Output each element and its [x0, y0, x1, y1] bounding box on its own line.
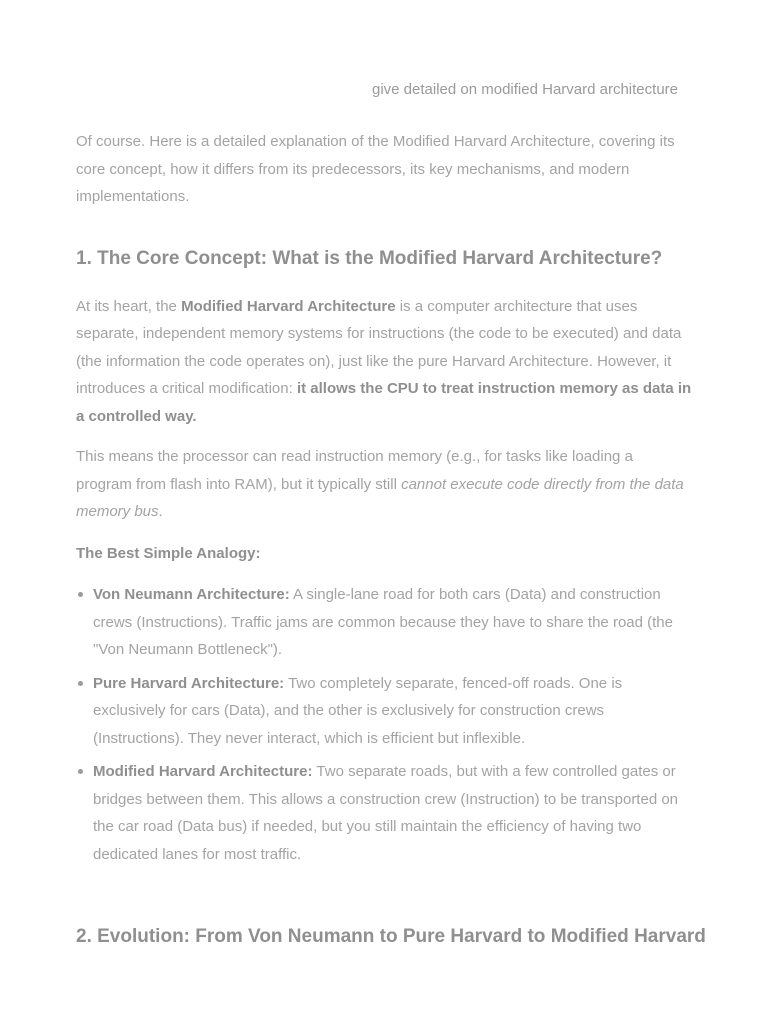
- italic-statement: cannot execute code directly from the data memory bus: [76, 475, 684, 520]
- bullet-icon: [78, 681, 83, 686]
- analogy-list: [76, 581, 692, 868]
- section-heading-evolution: 2. Evolution: From Von Neumann to Pure Harvard to Modified Harvard: [76, 926, 706, 947]
- list-item: [93, 670, 692, 753]
- list-item-term: Modified Harvard Architecture:: [93, 763, 313, 780]
- bold-term: Modified Harvard Architecture: [181, 297, 396, 315]
- list-item-text: A single-lane road for both cars (Data) and construction crews (Instructions). Traffic jams are common because they have to share the road (the "Von Neumann Bottleneck").: [93, 586, 673, 658]
- analogy-title: [76, 540, 692, 568]
- list-item-text: Two completely separate, fenced-off roads. One is exclusively for cars (Data), and the other is exclusively for construction crews (Instructions). They never interact, which is efficient but inflexible.: [93, 674, 623, 747]
- bullet-icon: [78, 592, 83, 597]
- section-heading-core-concept: 1. The Core Concept: What is the Modified Harvard Architecture?: [76, 247, 663, 269]
- intro-paragraph: Of course. Here is a detailed explanation of the Modified Harvard Architecture, covering its core concept, how it differs from its predecessors, its key mechanisms, and modern implementations.: [76, 133, 675, 205]
- text-span: .: [158, 503, 163, 520]
- bold-statement: it allows the CPU to treat instruction memory as data in a controlled way.: [76, 380, 692, 425]
- text-span: This means the processor can read instruction memory (e.g., for tasks like loading a program from flash into RAM), but it typically still: [76, 448, 633, 493]
- list-item-text: Two separate roads, but with a few controlled gates or bridges between them. This allows a construction crew (Instruction) to be transported on the car road (Data bus) if needed, but you still maintain the efficiency of having two dedicated lanes for most traffic.: [93, 763, 679, 863]
- user-message: give detailed on modified Harvard architecture: [372, 81, 678, 98]
- text-span: At its heart, the: [76, 297, 182, 315]
- analogy-title-text: The Best Simple Analogy:: [76, 544, 261, 562]
- bullet-icon: [78, 769, 83, 774]
- assistant-response: [76, 128, 692, 874]
- text-span: is a computer architecture that uses separate, independent memory systems for instructions (the code to be executed) and data (the information the code operates on), just like the pure Harvard Architecture. However, it introduces a critical modification:: [76, 297, 682, 397]
- list-item-term: Von Neumann Architecture:: [93, 586, 290, 603]
- list-item: [93, 758, 692, 868]
- list-item: [93, 581, 692, 664]
- meaning-paragraph: [76, 443, 692, 526]
- core-concept-paragraph: [76, 293, 692, 431]
- list-item-term: Pure Harvard Architecture:: [93, 674, 285, 692]
